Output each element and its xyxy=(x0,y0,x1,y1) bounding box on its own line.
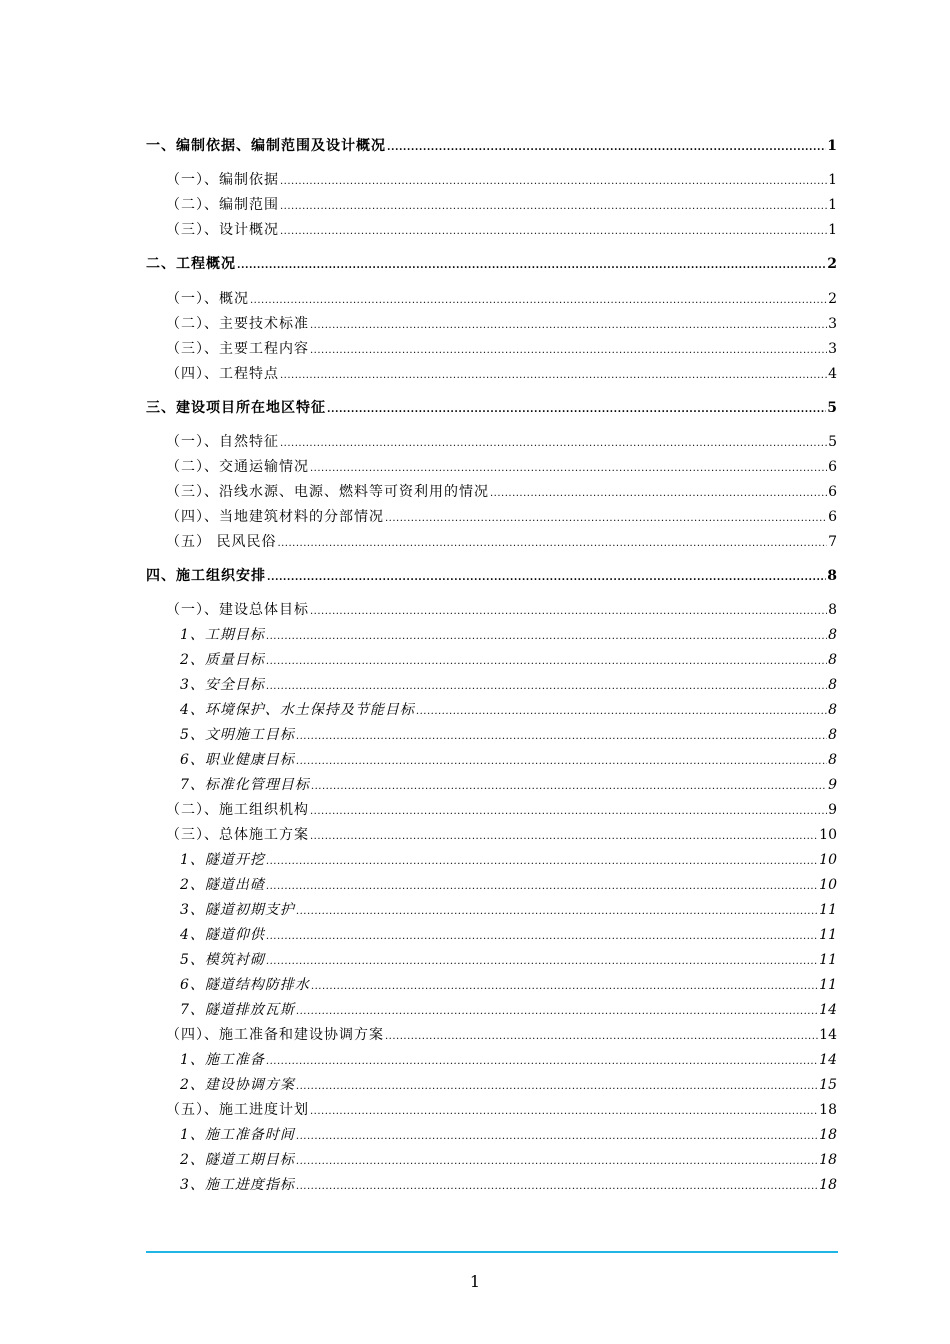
toc-entry[interactable] xyxy=(166,1026,837,1046)
toc-entry[interactable] xyxy=(180,901,837,921)
toc-entry-page: 7 xyxy=(828,534,837,550)
toc-entry[interactable] xyxy=(180,951,837,971)
toc-entry-label: 4、环境保护、水土保持及节能目标 xyxy=(180,702,415,718)
toc-dot-leader xyxy=(387,139,826,157)
toc-dot-leader xyxy=(310,342,827,360)
toc-entry-page: 1 xyxy=(828,197,837,213)
toc-entry-label: 1、工期目标 xyxy=(180,627,265,643)
toc-entry[interactable] xyxy=(180,926,837,946)
toc-dot-leader xyxy=(296,1078,818,1096)
toc-entry-label: 7、标准化管理目标 xyxy=(180,777,310,793)
toc-dot-leader xyxy=(266,928,818,946)
toc-entry-label: （二）、交通运输情况 xyxy=(166,459,309,475)
toc-entry[interactable] xyxy=(166,601,837,621)
toc-entry-page: 1 xyxy=(828,222,837,238)
toc-entry-page: 8 xyxy=(828,727,837,743)
toc-entry-label: （一）、概况 xyxy=(166,291,249,307)
toc-entry-page: 18 xyxy=(819,1127,837,1143)
toc-entry-label: （四）、当地建筑材料的分部情况 xyxy=(166,509,384,525)
toc-dot-leader xyxy=(266,628,827,646)
toc-entry-page: 1 xyxy=(828,172,837,188)
toc-dot-leader xyxy=(280,367,827,385)
toc-entry-page: 8 xyxy=(828,752,837,768)
page-number: 1 xyxy=(469,1272,481,1291)
toc-entry-label: 3、隧道初期支护 xyxy=(180,902,295,918)
toc-entry-label: 四、施工组织安排 xyxy=(146,568,266,584)
toc-entry-page: 9 xyxy=(828,777,837,793)
toc-dot-leader xyxy=(310,460,827,478)
toc-entry-page: 10 xyxy=(819,827,837,843)
toc-entry[interactable] xyxy=(166,315,837,335)
toc-dot-leader xyxy=(296,753,827,771)
toc-entry[interactable] xyxy=(180,1001,837,1021)
toc-dot-leader xyxy=(266,1053,818,1071)
toc-entry[interactable] xyxy=(166,1101,837,1121)
toc-dot-leader xyxy=(416,703,827,721)
toc-entry-label: （一）、自然特征 xyxy=(166,434,279,450)
toc-entry-page: 8 xyxy=(828,702,837,718)
toc-entry[interactable] xyxy=(166,508,837,528)
toc-entry-label: （三）、总体施工方案 xyxy=(166,827,309,843)
toc-entry[interactable] xyxy=(180,751,837,771)
toc-entry-label: 1、隧道开挖 xyxy=(180,852,265,868)
toc-entry[interactable] xyxy=(180,626,837,646)
toc-entry-page: 3 xyxy=(828,316,837,332)
toc-entry-page: 14 xyxy=(819,1002,837,1018)
toc-entry[interactable] xyxy=(166,290,837,310)
toc-entry-page: 1 xyxy=(827,138,837,154)
toc-entry-page: 8 xyxy=(827,568,837,584)
toc-entry[interactable] xyxy=(146,137,837,157)
toc-entry[interactable] xyxy=(146,255,837,275)
toc-entry-label: （二）、施工组织机构 xyxy=(166,802,309,818)
toc-entry[interactable] xyxy=(166,483,837,503)
toc-entry-page: 8 xyxy=(828,652,837,668)
toc-dot-leader xyxy=(311,978,818,996)
toc-entry-page: 9 xyxy=(828,802,837,818)
toc-dot-leader xyxy=(296,1153,818,1171)
toc-entry[interactable] xyxy=(180,1051,837,1071)
toc-entry-page: 18 xyxy=(819,1152,837,1168)
toc-dot-leader xyxy=(280,435,827,453)
toc-entry-label: 2、质量目标 xyxy=(180,652,265,668)
toc-entry[interactable] xyxy=(166,801,837,821)
toc-dot-leader xyxy=(237,257,826,275)
toc-entry-label: （五） 民风民俗 xyxy=(166,534,277,550)
toc-dot-leader xyxy=(250,292,827,310)
toc-dot-leader xyxy=(267,569,826,587)
toc-entry[interactable] xyxy=(180,701,837,721)
toc-entry-label: （一）、建设总体目标 xyxy=(166,602,309,618)
toc-entry-label: 6、职业健康目标 xyxy=(180,752,295,768)
toc-dot-leader xyxy=(266,853,818,871)
toc-dot-leader xyxy=(266,953,818,971)
toc-entry-label: （二）、主要技术标准 xyxy=(166,316,309,332)
toc-entry-page: 8 xyxy=(828,677,837,693)
toc-dot-leader xyxy=(310,828,818,846)
toc-entry-label: 2、隧道出碴 xyxy=(180,877,265,893)
toc-dot-leader xyxy=(277,535,827,553)
toc-entry[interactable] xyxy=(166,340,837,360)
toc-entry-label: 3、施工进度指标 xyxy=(180,1177,295,1193)
toc-entry-label: 三、建设项目所在地区特征 xyxy=(146,400,326,416)
toc-dot-leader xyxy=(490,485,827,503)
toc-entry[interactable] xyxy=(166,365,837,385)
toc-entry-label: 2、建设协调方案 xyxy=(180,1077,295,1093)
toc-entry[interactable] xyxy=(180,726,837,746)
footer-rule xyxy=(146,1251,838,1253)
toc-entry-label: 2、隧道工期目标 xyxy=(180,1152,295,1168)
toc-dot-leader xyxy=(296,1178,818,1196)
toc-entry-label: 4、隧道仰供 xyxy=(180,927,265,943)
toc-entry[interactable] xyxy=(180,1151,837,1171)
toc-entry-label: （五）、施工进度计划 xyxy=(166,1102,309,1118)
toc-dot-leader xyxy=(310,317,827,335)
toc-entry[interactable] xyxy=(180,676,837,696)
toc-entry-label: 一、编制依据、编制范围及设计概况 xyxy=(146,138,386,154)
toc-entry-page: 8 xyxy=(828,602,837,618)
toc-entry-page: 4 xyxy=(828,366,837,382)
toc-entry[interactable] xyxy=(180,1126,837,1146)
toc-entry[interactable] xyxy=(166,433,837,453)
toc-dot-leader xyxy=(310,803,827,821)
toc-entry[interactable] xyxy=(180,1176,837,1196)
toc-dot-leader xyxy=(280,173,827,191)
toc-entry[interactable] xyxy=(180,976,837,996)
toc-entry-page: 18 xyxy=(819,1102,837,1118)
toc-entry-label: （四）、施工准备和建设协调方案 xyxy=(166,1027,384,1043)
toc-entry-page: 2 xyxy=(828,291,837,307)
toc-dot-leader xyxy=(266,678,827,696)
toc-entry[interactable] xyxy=(166,533,837,553)
toc-entry[interactable] xyxy=(180,1076,837,1096)
toc-entry-label: 7、隧道排放瓦斯 xyxy=(180,1002,295,1018)
toc-dot-leader xyxy=(296,1003,818,1021)
toc-dot-leader xyxy=(280,223,827,241)
toc-dot-leader xyxy=(266,878,818,896)
toc-entry-page: 2 xyxy=(827,256,837,272)
toc-dot-leader xyxy=(296,1128,818,1146)
toc-entry-page: 11 xyxy=(819,927,837,943)
toc-entry-page: 14 xyxy=(819,1027,837,1043)
toc-entry-label: （三）、主要工程内容 xyxy=(166,341,309,357)
toc-entry-page: 6 xyxy=(828,509,837,525)
toc-entry[interactable] xyxy=(180,776,837,796)
toc-dot-leader xyxy=(385,510,827,528)
toc-dot-leader xyxy=(280,198,827,216)
toc-entry[interactable] xyxy=(146,567,837,587)
toc-entry-label: （二）、编制范围 xyxy=(166,197,279,213)
toc-entry-page: 6 xyxy=(828,459,837,475)
toc-entry[interactable] xyxy=(146,399,837,419)
toc-entry[interactable] xyxy=(180,651,837,671)
toc-entry-label: （三）、沿线水源、电源、燃料等可资利用的情况 xyxy=(166,484,489,500)
toc-entry-page: 11 xyxy=(819,952,837,968)
toc-entry[interactable] xyxy=(180,876,837,896)
toc-entry-page: 8 xyxy=(828,627,837,643)
toc-dot-leader xyxy=(296,728,827,746)
toc-entry-label: 5、文明施工目标 xyxy=(180,727,295,743)
toc-entry[interactable] xyxy=(166,196,837,216)
toc-dot-leader xyxy=(385,1028,818,1046)
toc-entry-label: 3、安全目标 xyxy=(180,677,265,693)
toc-entry-page: 11 xyxy=(819,977,837,993)
toc-entry-page: 15 xyxy=(819,1077,837,1093)
toc-entry[interactable] xyxy=(166,826,837,846)
toc-entry-label: （一）、编制依据 xyxy=(166,172,279,188)
toc-entry-page: 10 xyxy=(819,852,837,868)
toc-dot-leader xyxy=(310,603,827,621)
toc-entry-page: 5 xyxy=(827,400,837,416)
toc-dot-leader xyxy=(327,401,826,419)
toc-entry-label: 6、隧道结构防排水 xyxy=(180,977,310,993)
toc-dot-leader xyxy=(296,903,818,921)
toc-entry-label: 二、工程概况 xyxy=(146,256,236,272)
toc-entry[interactable] xyxy=(166,171,837,191)
toc-entry[interactable] xyxy=(180,851,837,871)
toc-entry-page: 5 xyxy=(828,434,837,450)
toc-entry[interactable] xyxy=(166,458,837,478)
toc-dot-leader xyxy=(266,653,827,671)
toc-entry[interactable] xyxy=(166,221,837,241)
toc-entry-label: （三）、设计概况 xyxy=(166,222,279,238)
toc-entry-label: 5、模筑衬砌 xyxy=(180,952,265,968)
toc-dot-leader xyxy=(310,1103,818,1121)
toc-entry-page: 11 xyxy=(819,902,837,918)
toc-entry-label: 1、施工准备时间 xyxy=(180,1127,295,1143)
toc-entry-page: 14 xyxy=(819,1052,837,1068)
toc-dot-leader xyxy=(311,778,827,796)
toc-entry-page: 10 xyxy=(819,877,837,893)
toc-entry-page: 6 xyxy=(828,484,837,500)
toc-entry-label: 1、施工准备 xyxy=(180,1052,265,1068)
toc-entry-page: 3 xyxy=(828,341,837,357)
toc-entry-page: 18 xyxy=(819,1177,837,1193)
toc-entry-label: （四）、工程特点 xyxy=(166,366,279,382)
